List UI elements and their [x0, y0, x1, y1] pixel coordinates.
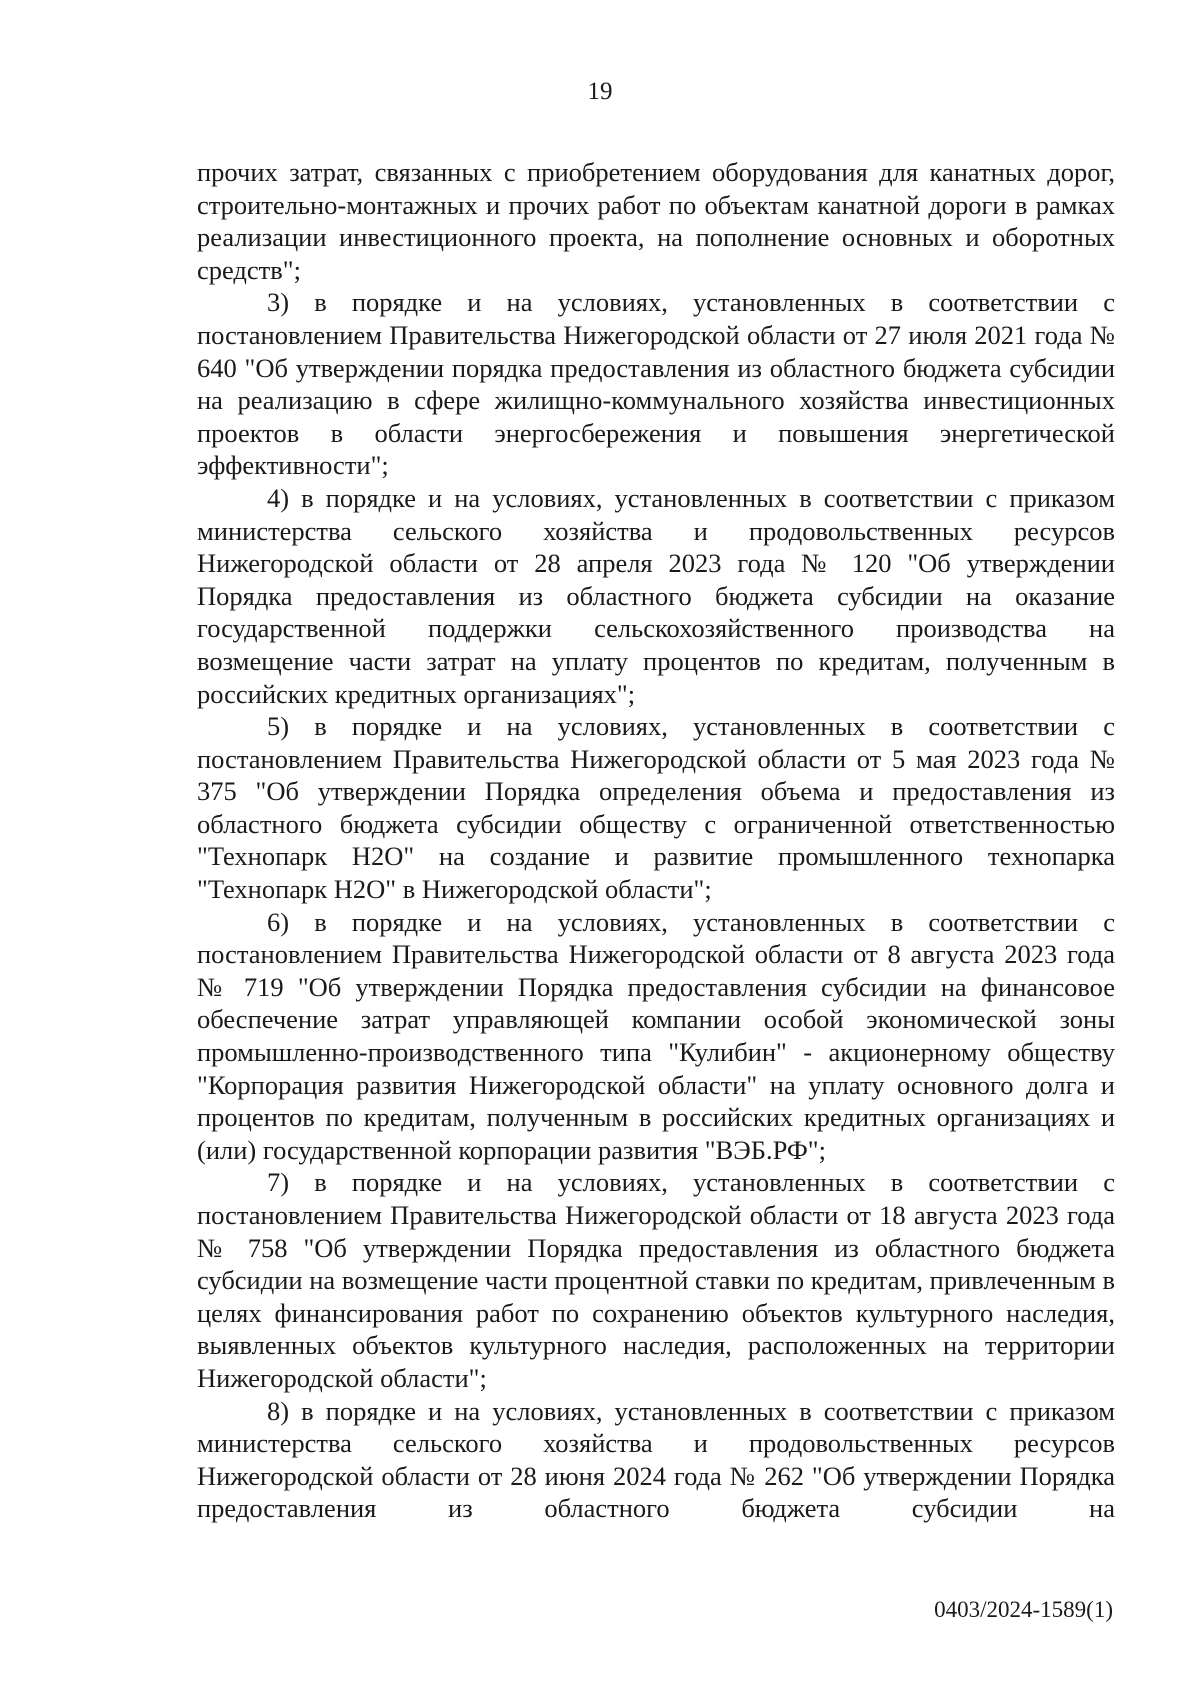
- paragraph-item-6: 6) в порядке и на условиях, установленных в соответствии с постановлением Правительства Нижегородской области от 8 августа 2023 года № 719 "Об утверждении Порядка предоставления субсидии на финансовое обеспечение затрат управляющей компании особой экономической зоны промышленно-производственного типа "Кулибин" - акционерному обществу "Корпорация развития Нижегородской области" на уплату основного долга и процентов по кредитам, полученным в российских кредитных организациях и (или) государственной корпорации развития "ВЭБ.РФ";: [197, 906, 1115, 1165]
- page-number: 19: [587, 78, 613, 105]
- paragraph-item-3: 3) в порядке и на условиях, установленных в соответствии с постановлением Правительства Нижегородской области от 27 июля 2021 года № 640 "Об утверждении порядка предоставления из областного бюджета субсидии на реализацию в сфере жилищно-коммунального хозяйства инвестиционных проектов в области энергосбережения и повышения энергетической эффективности";: [197, 287, 1115, 481]
- paragraph-item-5: 5) в порядке и на условиях, установленных в соответствии с постановлением Правительства Нижегородской области от 5 мая 2023 года № 375 "Об утверждении Порядка определения объема и предоставления из областного бюджета субсидии обществу с ограниченной ответственностью "Технопарк Н2О" на создание и развитие промышленного технопарка "Технопарк Н2О" в Нижегородской области";: [197, 711, 1115, 905]
- paragraph-continuation: прочих затрат, связанных с приобретением оборудования для канатных дорог, строительно-монтажных и прочих работ по объектам канатной дороги в рамках реализации инвестиционного проекта, на пополнение основных и оборотных средств";: [197, 157, 1115, 285]
- paragraph-item-7: 7) в порядке и на условиях, установленных в соответствии с постановлением Правительства Нижегородской области от 18 августа 2023 года № 758 "Об утверждении Порядка предоставления из областного бюджета субсидии на возмещение части процентной ставки по кредитам, привлеченным в целях финансирования работ по сохранению объектов культурного наследия, выявленных объектов культурного наследия, расположенных на территории Нижегородской области";: [197, 1167, 1115, 1393]
- paragraph-item-4: 4) в порядке и на условиях, установленных в соответствии с приказом министерства сельского хозяйства и продовольственных ресурсов Нижегородской области от 28 апреля 2023 года № 120 "Об утверждении Порядка предоставления из областного бюджета субсидии на оказание государственной поддержки сельскохозяйственного производства на возмещение части затрат на уплату процентов по кредитам, полученным в российских кредитных организациях";: [197, 482, 1115, 709]
- document-body: [197, 156, 1115, 1525]
- document-code: 0403/2024-1589(1): [934, 1597, 1113, 1622]
- paragraph-item-8: 8) в порядке и на условиях, установленных в соответствии с приказом министерства сельского хозяйства и продовольственных ресурсов Нижегородской области от 28 июня 2024 года № 262 "Об утверждении Порядка предоставления из областного бюджета субсидии на: [197, 1395, 1115, 1524]
